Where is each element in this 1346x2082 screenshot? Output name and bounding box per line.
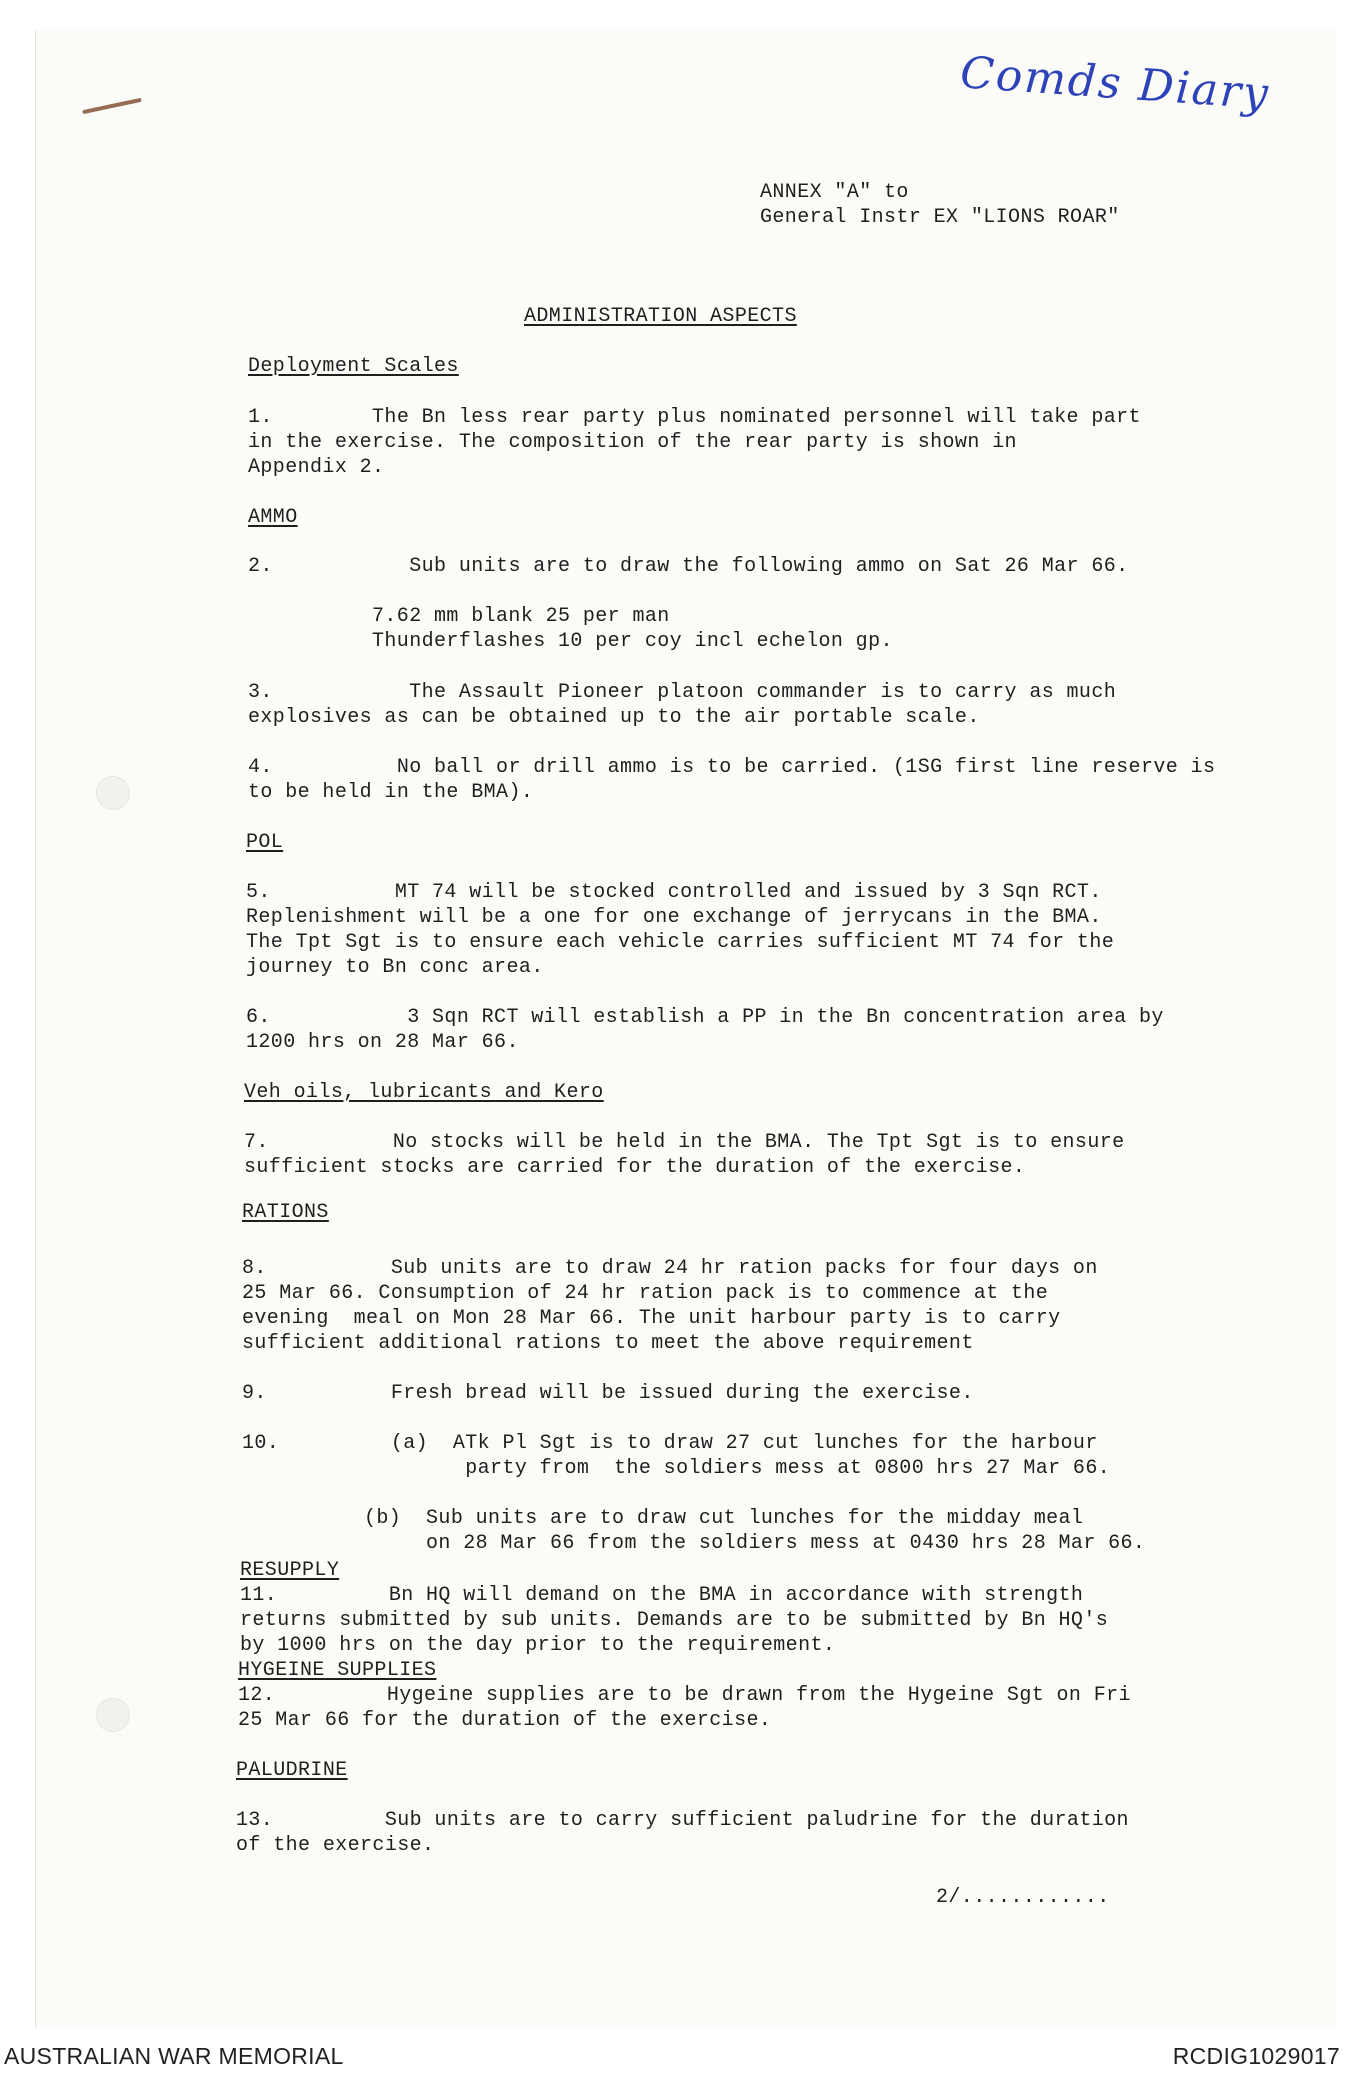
para-10b-line-2: on 28 Mar 66 from the soldiers mess at 0430 hrs 28 Mar 66. (364, 1532, 1146, 1555)
para-10b-line-1: (b) Sub units are to draw cut lunches for the midday meal (364, 1507, 1084, 1530)
footer-archive-name: AUSTRALIAN WAR MEMORIAL (4, 2043, 344, 2069)
para-8-line-4: sufficient additional rations to meet the above requirement (242, 1332, 974, 1355)
para-13-line-1: 13. Sub units are to carry sufficient paludrine for the duration (236, 1809, 1129, 1832)
heading-veh-oils: Veh oils, lubricants and Kero (244, 1081, 604, 1104)
para-11-line-1: 11. Bn HQ will demand on the BMA in accordance with strength (240, 1584, 1084, 1607)
ammo-item-2: Thunderflashes 10 per coy incl echelon gp. (372, 630, 893, 653)
page-title: ADMINISTRATION ASPECTS (524, 305, 797, 328)
para-11-line-2: returns submitted by sub units. Demands are to be submitted by Bn HQ's (240, 1609, 1109, 1632)
para-12-line-2: 25 Mar 66 for the duration of the exercise. (238, 1709, 772, 1732)
para-5-line-4: journey to Bn conc area. (246, 956, 544, 979)
annex-line-1: ANNEX "A" to (760, 181, 909, 204)
heading-rations: RATIONS (242, 1201, 329, 1224)
heading-paludrine: PALUDRINE (236, 1759, 348, 1782)
heading-resupply: RESUPPLY (240, 1559, 340, 1582)
para-13-line-2: of the exercise. (236, 1834, 435, 1857)
para-11-line-3: by 1000 hrs on the day prior to the requirement. (240, 1634, 836, 1657)
heading-deployment: Deployment Scales (248, 355, 459, 378)
heading-hygeine: HYGEINE SUPPLIES (238, 1659, 437, 1682)
para-3-line-2: explosives as can be obtained up to the air portable scale. (248, 706, 980, 729)
para-12-line-1: 12. Hygeine supplies are to be drawn from the Hygeine Sgt on Fri (238, 1684, 1131, 1707)
para-9: 9. Fresh bread will be issued during the exercise. (242, 1382, 974, 1405)
para-7-line-2: sufficient stocks are carried for the duration of the exercise. (244, 1156, 1026, 1179)
para-6-line-1: 6. 3 Sqn RCT will establish a PP in the Bn concentration area by (246, 1006, 1164, 1029)
para-5-line-3: The Tpt Sgt is to ensure each vehicle carries sufficient MT 74 for the (246, 931, 1115, 954)
heading-ammo: AMMO (248, 506, 298, 529)
para-3-line-1: 3. The Assault Pioneer platoon commander is to carry as much (248, 681, 1117, 704)
next-page-marker: 2/............ (936, 1886, 1110, 1909)
handwritten-note: Comds Diary (958, 47, 1272, 120)
para-1-line-3: Appendix 2. (248, 456, 385, 479)
punch-hole-lower (96, 1698, 130, 1732)
ammo-item-1: 7.62 mm blank 25 per man (372, 605, 670, 628)
para-6-line-2: 1200 hrs on 28 Mar 66. (246, 1031, 519, 1054)
para-10a-line-2: party from the soldiers mess at 0800 hrs 27 Mar 66. (242, 1457, 1111, 1480)
para-4-line-1: 4. No ball or drill ammo is to be carried. (1SG first line reserve is (248, 756, 1216, 779)
para-8-line-1: 8. Sub units are to draw 24 hr ration packs for four days on (242, 1257, 1098, 1280)
heading-pol: POL (246, 831, 284, 854)
para-10a-line-1: 10. (a) ATk Pl Sgt is to draw 27 cut lunches for the harbour (242, 1432, 1098, 1455)
para-1-line-1: 1. The Bn less rear party plus nominated personnel will take part (248, 406, 1141, 429)
punch-hole-upper (96, 776, 130, 810)
para-7-line-1: 7. No stocks will be held in the BMA. The Tpt Sgt is to ensure (244, 1131, 1125, 1154)
para-2: 2. Sub units are to draw the following ammo on Sat 26 Mar 66. (248, 555, 1129, 578)
para-8-line-2: 25 Mar 66. Consumption of 24 hr ration pack is to commence at the (242, 1282, 1049, 1305)
para-8-line-3: evening meal on Mon 28 Mar 66. The unit harbour party is to carry (242, 1307, 1061, 1330)
annex-line-2: General Instr EX "LIONS ROAR" (760, 206, 1120, 229)
para-5-line-2: Replenishment will be a one for one exchange of jerrycans in the BMA. (246, 906, 1102, 929)
para-4-line-2: to be held in the BMA). (248, 781, 534, 804)
para-5-line-1: 5. MT 74 will be stocked controlled and issued by 3 Sqn RCT. (246, 881, 1102, 904)
footer-record-id: RCDIG1029017 (1172, 2043, 1340, 2069)
para-1-line-2: in the exercise. The composition of the rear party is shown in (248, 431, 1017, 454)
